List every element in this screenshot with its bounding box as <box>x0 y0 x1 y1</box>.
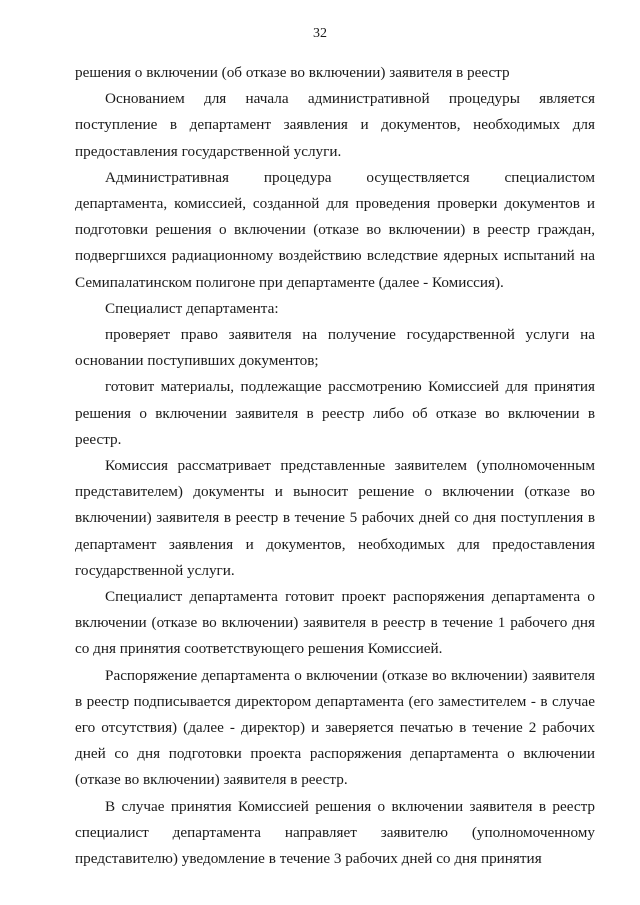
paragraph-commission-review: Комиссия рассматривает представленные заявителем (уполномоченным представителем) документы и выносит решение о включении (отказе во включении) заявителя в реестр в течение 5 рабочих дней со дня поступления в департамент заявления и документов, необходимых для предоставления государственной услуги. <box>75 457 595 579</box>
document-body <box>75 60 595 872</box>
paragraph-notification: В случае принятия Комиссией решения о включении заявителя в реестр специалист департамента направляет заявителю (уполномоченному представителю) уведомление в течение 3 рабочих дней со дня принятия <box>75 797 595 868</box>
paragraph-continuation: решения о включении (об отказе во включении) заявителя в реестр <box>75 64 510 81</box>
paragraph-order-signing: Распоряжение департамента о включении (отказе во включении) заявителя в реестр подписывается директором департамента (его заместителем - в случае его отсутствия) (далее - директор) и заверяется печатью в течение 2 рабочих дней со дня подготовки проекта распоряжения департамента о включении (отказе во включении) заявителя в реестр. <box>75 666 595 789</box>
paragraph-procedure: Административная процедура осуществляется специалистом департамента, комиссией, созданной для проведения проверки документов и подготовки решения о включении (отказе во включении) в реестр граждан, подвергшихся радиационному воздействию вследствие ядерных испытаний на Семипалатинском полигоне при департаменте (далее - Комиссия). <box>75 168 595 291</box>
paragraph-specialist-checks: проверяет право заявителя на получение государственной услуги на основании поступивших документов; <box>75 326 595 370</box>
paragraph-draft-order: Специалист департамента готовит проект распоряжения департамента о включении (отказе во включении) заявителя в реестр в течение 1 рабочего дня со дня принятия соответствующего решения Комиссией. <box>75 588 595 658</box>
page-number: 32 <box>313 26 327 41</box>
paragraph-basis: Основанием для начала административной процедуры является поступление в департамент заявления и документов, необходимых для предоставления государственной услуги. <box>75 90 595 160</box>
paragraph-specialist-heading: Специалист департамента: <box>105 299 279 317</box>
paragraph-specialist-prepares: готовит материалы, подлежащие рассмотрению Комиссией для принятия решения о включении заявителя в реестр либо об отказе во включении в реестр. <box>75 378 595 448</box>
